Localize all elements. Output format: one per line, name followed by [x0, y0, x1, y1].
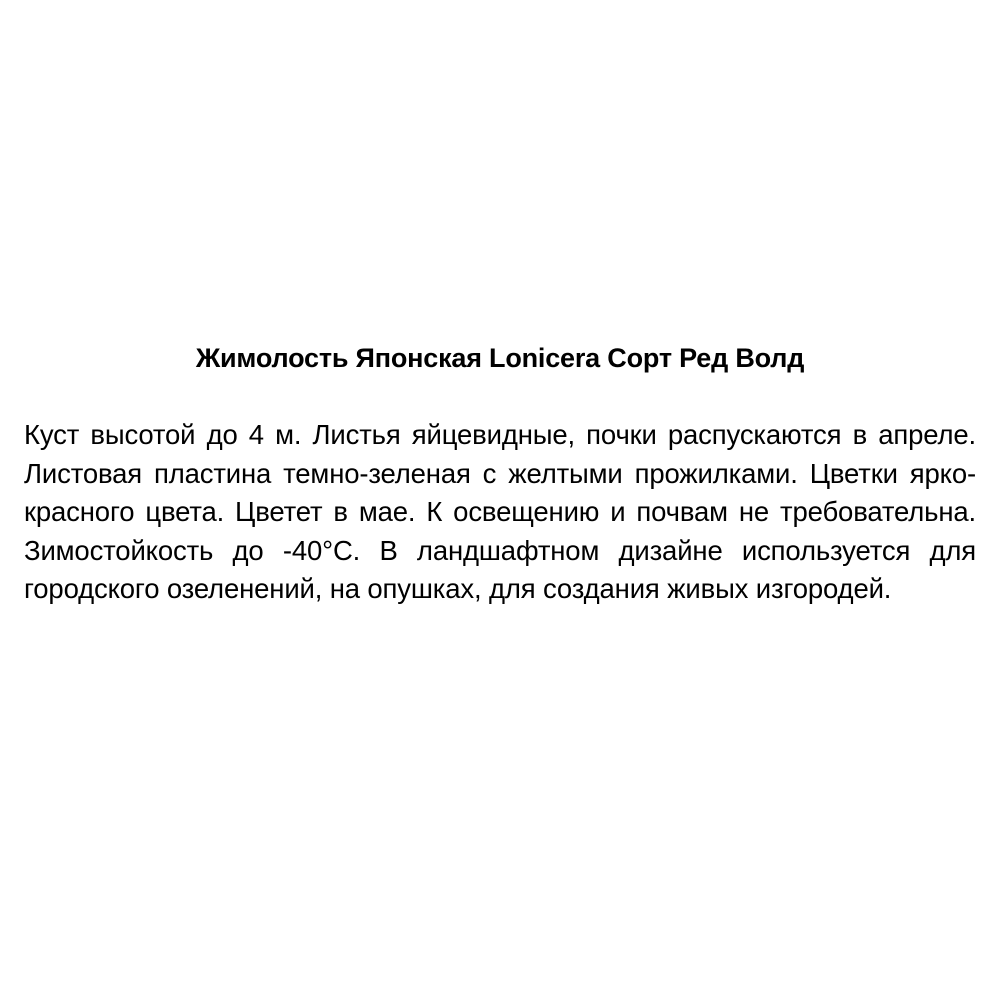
product-description: Куст высотой до 4 м. Листья яйцевидные, почки распускаются в апреле. Листовая пластина темно-зеленая с желтыми прожилками. Цветки ярко-красного цвета. Цветет в мае. К освещению и почвам не требовательна. Зимостойкость до -40°C. В ландшафтном дизайне используется для городского озеленений, на опушках, для создания живых изгородей. [24, 419, 976, 604]
product-info [24, 338, 976, 609]
product-title: Жимолость Японская Lonicera Сорт Ред Волд [195, 343, 805, 373]
